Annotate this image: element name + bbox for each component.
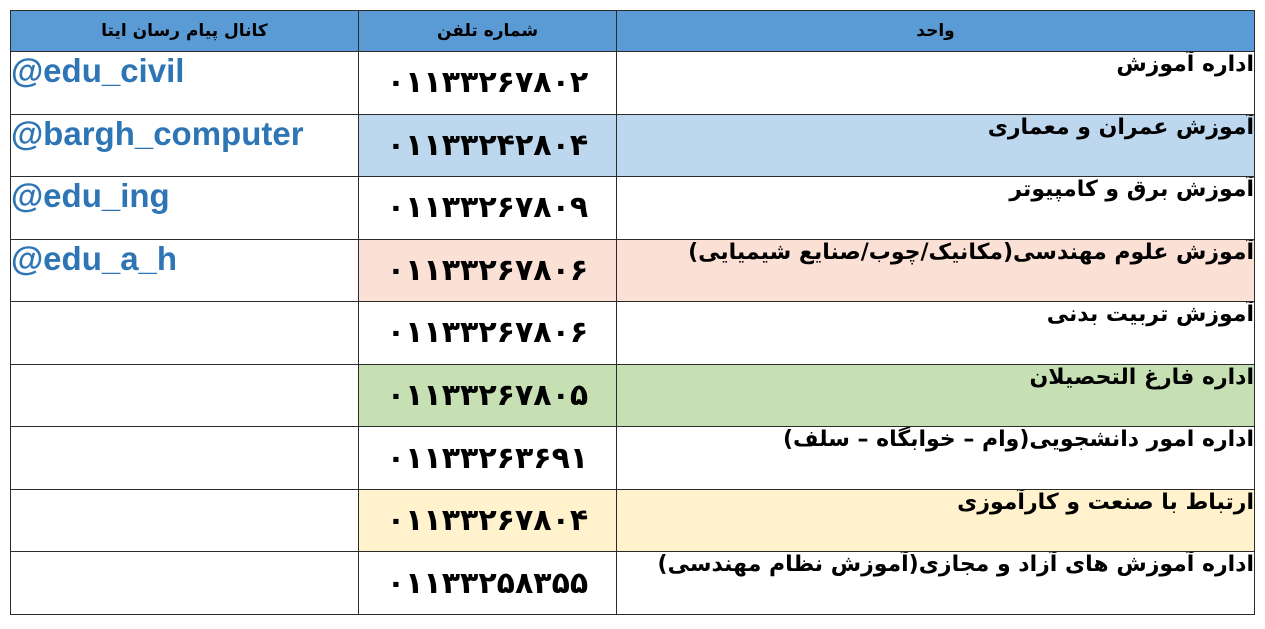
phone-number: ۰۱۱۳۳۲۴۲۸۰۴ — [359, 114, 617, 177]
channel-handle — [11, 427, 359, 490]
table-row — [11, 489, 1255, 552]
unit-name: اداره آموزش های آزاد و مجازی(آموزش نظام مهندسی) — [617, 552, 1255, 615]
channel-handle[interactable]: @edu_civil — [11, 52, 359, 115]
channel-handle — [11, 552, 359, 615]
table-row — [11, 364, 1255, 427]
phone-number: ۰۱۱۳۳۲۶۷۸۰۲ — [359, 52, 617, 115]
channel-handle[interactable]: @bargh_computer — [11, 114, 359, 177]
phone-number: ۰۱۱۳۳۲۶۷۸۰۶ — [359, 302, 617, 365]
unit-name: اداره آموزش — [617, 52, 1255, 115]
table-row — [11, 52, 1255, 115]
phone-number: ۰۱۱۳۳۲۶۷۸۰۹ — [359, 177, 617, 240]
channel-handle[interactable]: @edu_ing — [11, 177, 359, 240]
header-row — [11, 11, 1255, 52]
contact-table-sheet — [10, 10, 1254, 615]
phone-number: ۰۱۱۳۳۲۶۳۶۹۱ — [359, 427, 617, 490]
phone-number: ۰۱۱۳۳۲۶۷۸۰۴ — [359, 489, 617, 552]
channel-handle[interactable]: @edu_a_h — [11, 239, 359, 302]
channel-handle — [11, 302, 359, 365]
phone-number: ۰۱۱۳۳۲۶۷۸۰۶ — [359, 239, 617, 302]
table-row — [11, 114, 1255, 177]
table-row — [11, 177, 1255, 240]
unit-name: اداره امور دانشجویی(وام – خوابگاه – سلف) — [617, 427, 1255, 490]
channel-handle — [11, 489, 359, 552]
channel-handle — [11, 364, 359, 427]
unit-name: آموزش عمران و معماری — [617, 114, 1255, 177]
phone-number: ۰۱۱۳۳۲۶۷۸۰۵ — [359, 364, 617, 427]
table-row — [11, 552, 1255, 615]
table-row — [11, 427, 1255, 490]
unit-name: اداره فارغ التحصیلان — [617, 364, 1255, 427]
header-channel: کانال پیام رسان ایتا — [11, 11, 359, 52]
unit-name: آموزش برق و کامپیوتر — [617, 177, 1255, 240]
header-unit: واحد — [617, 11, 1255, 52]
unit-name: آموزش تربیت بدنی — [617, 302, 1255, 365]
header-phone: شماره تلفن — [359, 11, 617, 52]
contact-table — [10, 10, 1255, 615]
table-row — [11, 302, 1255, 365]
unit-name: ارتباط با صنعت و کارآموزی — [617, 489, 1255, 552]
unit-name: آموزش علوم مهندسی(مکانیک/چوب/صنایع شیمیایی) — [617, 239, 1255, 302]
table-row — [11, 239, 1255, 302]
table-body — [11, 52, 1255, 615]
phone-number: ۰۱۱۳۳۲۵۸۳۵۵ — [359, 552, 617, 615]
